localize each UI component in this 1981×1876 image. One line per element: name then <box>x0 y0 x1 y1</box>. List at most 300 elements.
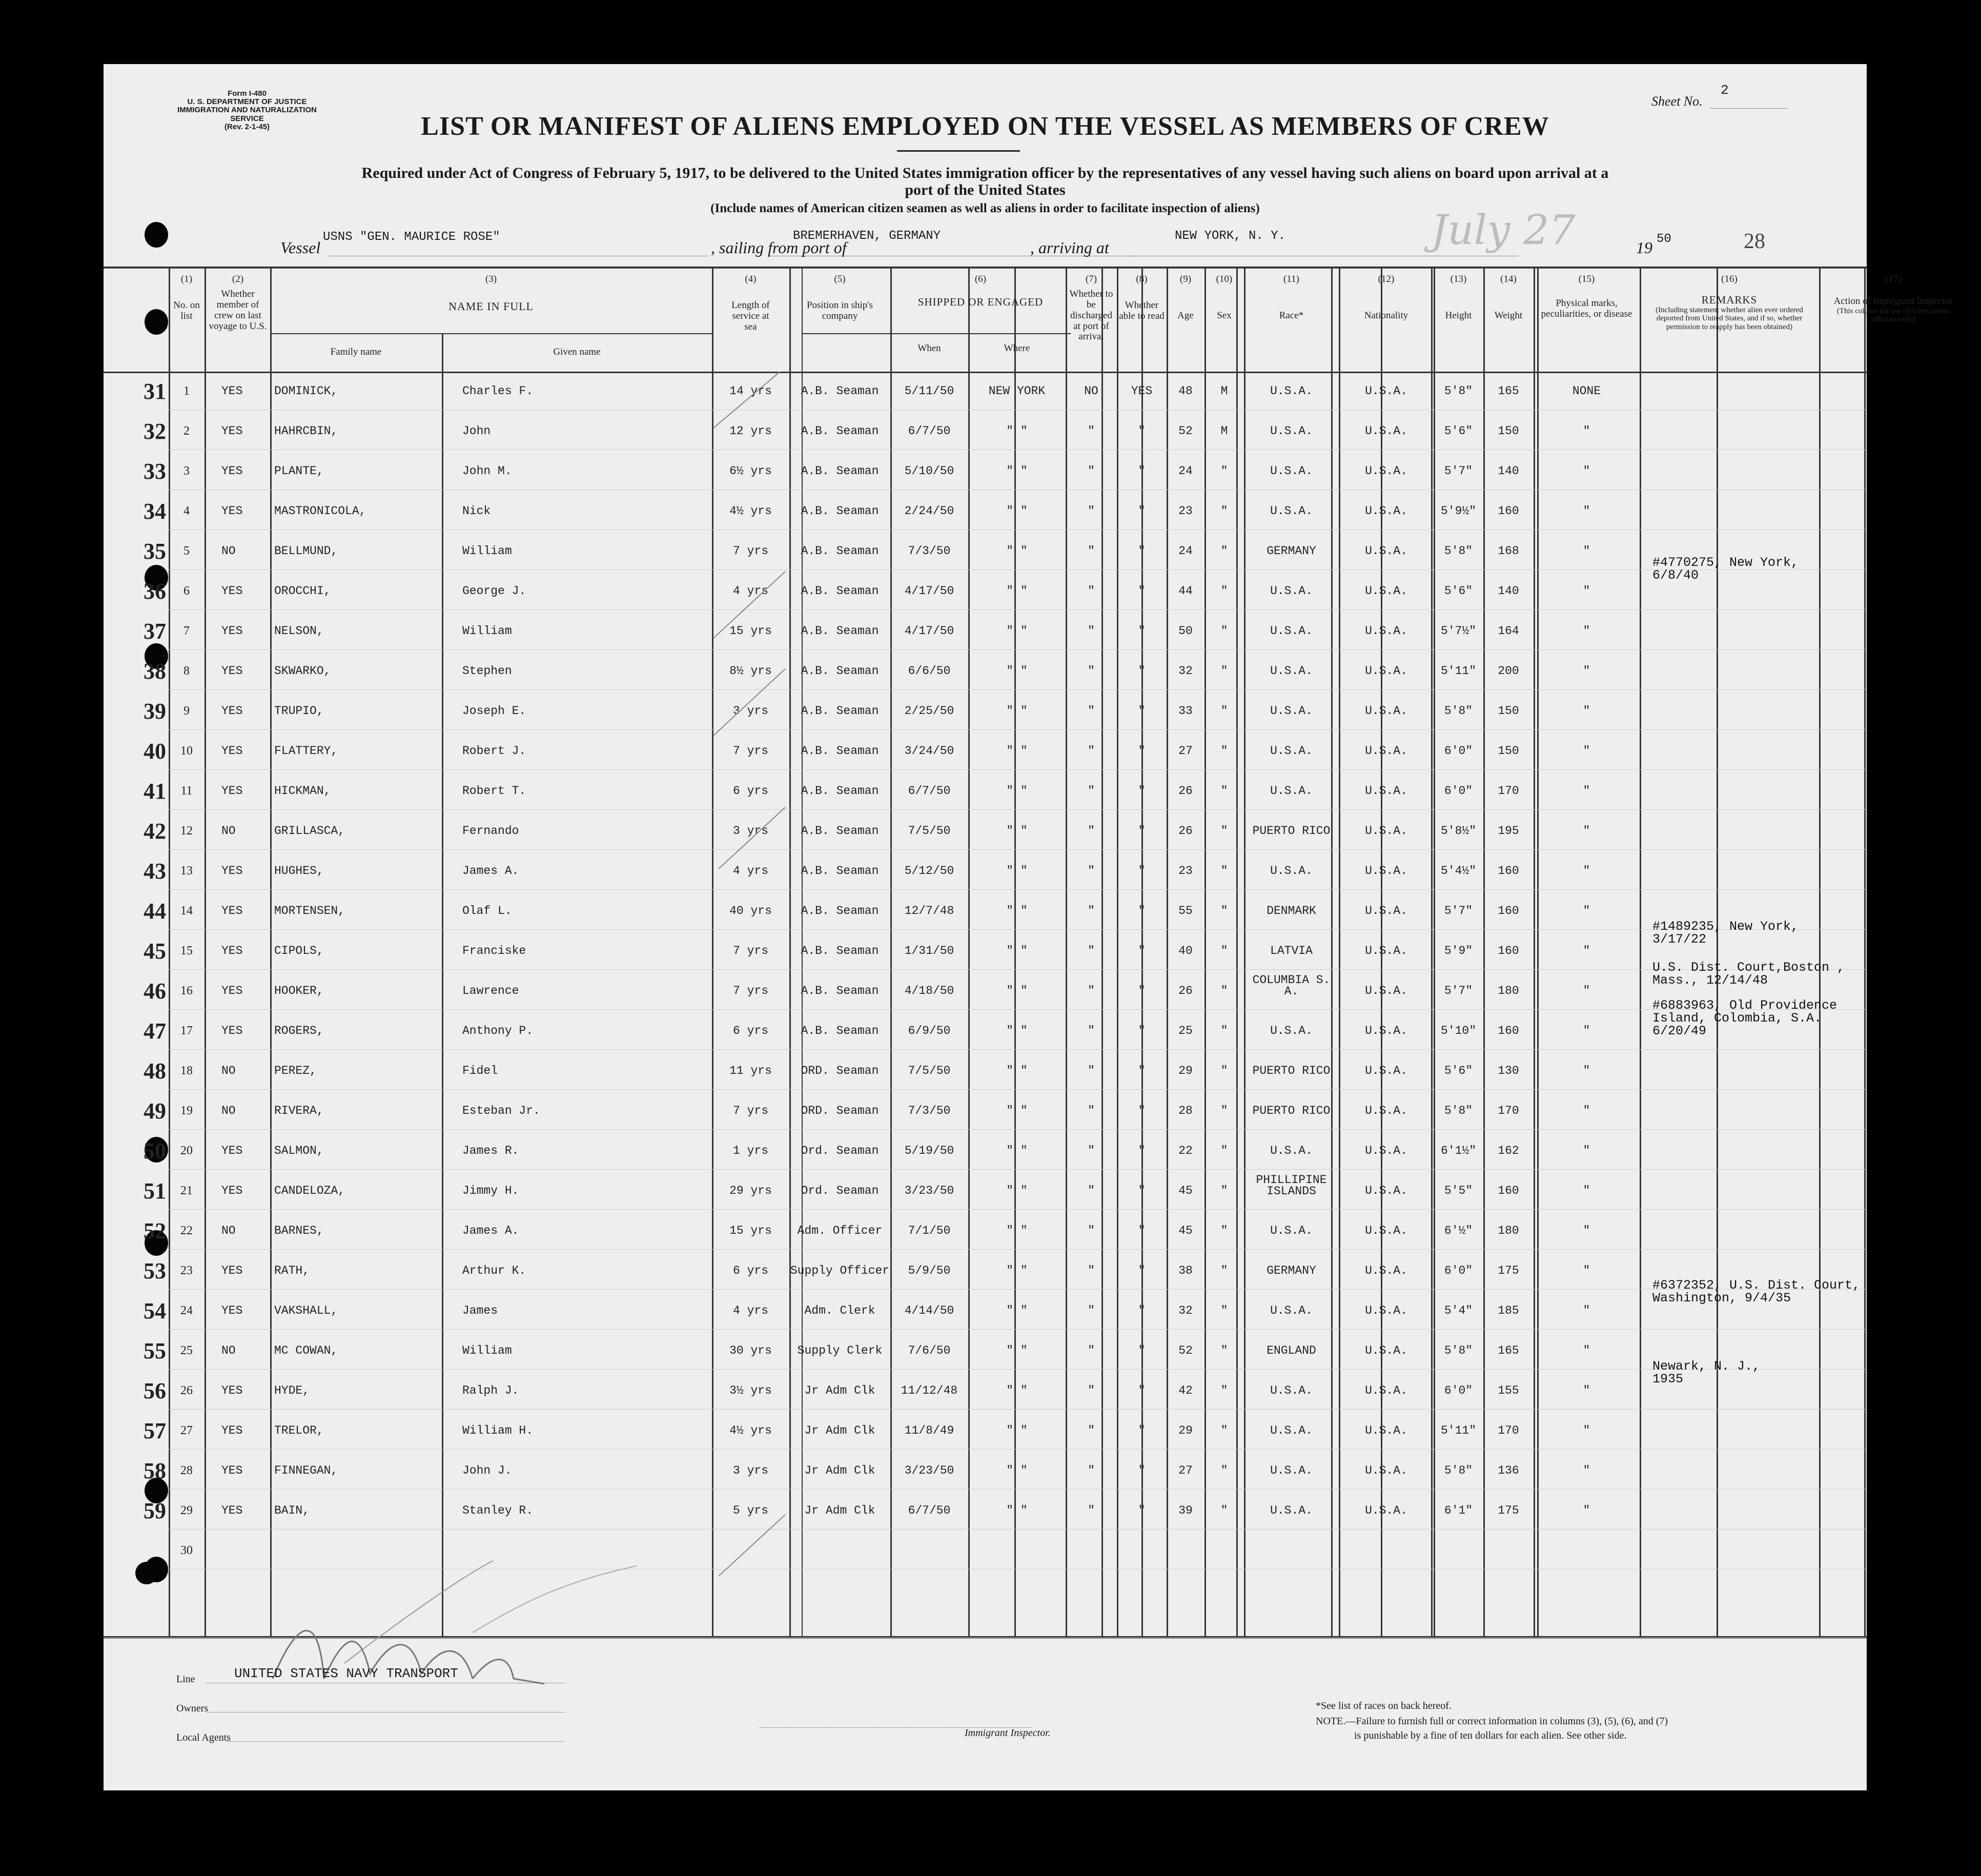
cell-seq: 52 <box>144 1218 166 1243</box>
cell-given: Stanley R. <box>462 1504 534 1517</box>
col17-label: Action of Immigrant Inspector <box>1833 295 1953 307</box>
cell-height: 5'7" <box>1444 904 1473 917</box>
cell-no: 18 <box>180 1064 193 1077</box>
cell-nationality: U.S.A. <box>1365 424 1407 438</box>
cell-position: A.B. Seaman <box>801 464 879 478</box>
col3-given-header: Given name <box>553 346 601 357</box>
cell-nationality: U.S.A. <box>1365 1104 1407 1117</box>
cell-voyage <box>206 1540 247 1580</box>
cell-where: " " <box>1006 1304 1028 1317</box>
cell-position: A.B. Seaman <box>801 624 879 638</box>
cell-seq: 35 <box>144 539 166 564</box>
cell-given: Jimmy H. <box>462 1184 519 1197</box>
punch-hole <box>145 309 168 335</box>
cell-when: 12/7/48 <box>904 904 954 917</box>
cell-where: " " <box>1006 944 1028 957</box>
cell-race: U.S.A. <box>1270 424 1313 438</box>
cell-seq: 58 <box>144 1458 166 1483</box>
cell-where: " " <box>1006 1024 1028 1037</box>
cell-sex: " <box>1220 1464 1228 1477</box>
cell-when: 7/1/50 <box>908 1224 951 1237</box>
cell-age: 23 <box>1178 504 1193 518</box>
cell-service: 4½ yrs <box>729 1424 772 1437</box>
cell-seq: 36 <box>144 579 166 604</box>
cell-age: 28 <box>1178 1104 1193 1117</box>
cell-nationality: U.S.A. <box>1365 1504 1407 1517</box>
arriving-label: , arriving at <box>1030 238 1109 257</box>
cell-weight: 160 <box>1498 864 1519 878</box>
cell-service: 12 yrs <box>729 424 772 438</box>
cell-where: " " <box>1006 424 1028 438</box>
cell-position: A.B. Seaman <box>801 744 879 758</box>
cell-height: 6'0" <box>1444 1264 1473 1277</box>
cell-no: 24 <box>180 1304 193 1317</box>
cell-no: 12 <box>180 824 193 838</box>
cell-family: FLATTERY, <box>274 744 338 758</box>
cell-read: " <box>1138 744 1146 758</box>
col2-number: (2) <box>232 274 244 284</box>
cell-voyage: YES <box>221 384 243 398</box>
col15-label: Physical marks, peculiarities, or disease <box>1541 297 1632 319</box>
penalty-note-line2: is punishable by a fine of ten dollars for each alien. See other side. <box>1354 1730 1627 1741</box>
cell-marks: NONE <box>1572 384 1601 398</box>
cell-position: A.B. Seaman <box>801 424 879 438</box>
cell-race: U.S.A. <box>1270 744 1313 758</box>
col13-label: Height <box>1445 310 1472 321</box>
cell-marks: " <box>1583 544 1590 558</box>
cell-weight: 180 <box>1498 984 1519 997</box>
cell-discharge: " <box>1088 1144 1095 1157</box>
table-row <box>104 492 1867 532</box>
cell-service: 3 yrs <box>732 704 768 718</box>
cell-race: U.S.A. <box>1270 1384 1313 1397</box>
cell-marks: " <box>1583 1344 1590 1357</box>
table-row <box>104 851 1867 891</box>
col3-family-header: Family name <box>330 346 382 357</box>
table-row <box>104 1171 1867 1211</box>
cell-position: A.B. Seaman <box>801 904 879 917</box>
cell-given: William <box>462 624 512 638</box>
cell-when: 7/3/50 <box>908 544 951 558</box>
cell-height: 5'6" <box>1444 1064 1473 1077</box>
cell-sex: " <box>1220 1424 1228 1437</box>
cell-when: 4/17/50 <box>904 584 954 598</box>
cell-sex: " <box>1220 1024 1228 1037</box>
cell-service: 4½ yrs <box>729 504 772 518</box>
cell-height: 5'7" <box>1444 984 1473 997</box>
cell-when: 7/5/50 <box>908 1064 951 1077</box>
cell-weight: 150 <box>1498 744 1519 758</box>
cell-sex: " <box>1220 824 1228 838</box>
cell-read: " <box>1138 1064 1146 1077</box>
table-row <box>104 1211 1867 1251</box>
cell-given: Robert T. <box>462 784 526 798</box>
cell-service: 6½ yrs <box>729 464 772 478</box>
cell-discharge: " <box>1088 424 1095 438</box>
cell-voyage: YES <box>221 1384 243 1397</box>
cell-weight: 160 <box>1498 504 1519 518</box>
service-name: IMMIGRATION AND NATURALIZATION SERVICE <box>177 106 317 123</box>
cell-given: Fernando <box>462 824 519 838</box>
cell-sex: " <box>1220 984 1228 997</box>
cell-voyage: YES <box>221 1464 243 1477</box>
cell-age: 44 <box>1178 584 1193 598</box>
cell-weight: 140 <box>1498 464 1519 478</box>
cell-family: MORTENSEN, <box>274 904 345 917</box>
cell-where: " " <box>1006 864 1028 878</box>
cell-age: 29 <box>1178 1424 1193 1437</box>
cell-family: VAKSHALL, <box>274 1304 338 1317</box>
cell-seq: 54 <box>144 1298 166 1323</box>
remark-row5: #4770275, New York, 6/8/40 <box>1652 555 1799 583</box>
cell-marks: " <box>1583 904 1590 917</box>
cell-nationality: U.S.A. <box>1365 824 1407 838</box>
cell-family: HUGHES, <box>274 864 324 878</box>
cell-age: 48 <box>1178 384 1193 398</box>
cell-given: James <box>462 1304 498 1317</box>
cell-marks: " <box>1583 1464 1590 1477</box>
cell-no: 26 <box>180 1384 193 1397</box>
cell-discharge: " <box>1088 704 1095 718</box>
col9-number: (9) <box>1179 274 1192 284</box>
cell-discharge: " <box>1088 944 1095 957</box>
cell-marks: " <box>1583 984 1590 997</box>
cell-given: Arthur K. <box>462 1264 526 1277</box>
cell-given: Olaf L. <box>462 904 512 917</box>
form-number: Form I-480 <box>228 89 267 98</box>
cell-sex: " <box>1220 664 1228 678</box>
cell-position: Adm. Clerk <box>804 1304 875 1317</box>
cell-read: " <box>1138 1464 1146 1477</box>
cell-age: 33 <box>1178 704 1193 718</box>
cell-when: 5/19/50 <box>904 1144 954 1157</box>
remark-row23: #6372352, U.S. Dist. Court, Washington, 9/4/35 <box>1652 1278 1861 1306</box>
cell-discharge: " <box>1088 744 1095 758</box>
cell-age: 22 <box>1178 1144 1193 1157</box>
cell-seq: 49 <box>144 1098 166 1124</box>
cell-service <box>712 1540 789 1580</box>
col12-number: (12) <box>1378 274 1395 284</box>
cell-when: 4/18/50 <box>904 984 954 997</box>
cell-read: " <box>1138 1424 1146 1437</box>
cell-discharge: " <box>1088 1024 1095 1037</box>
cell-given <box>442 1540 712 1580</box>
cell-race: LATVIA <box>1270 944 1313 957</box>
cell-no: 19 <box>180 1104 193 1117</box>
cell-race: U.S.A. <box>1270 704 1313 718</box>
cell-discharge: " <box>1088 1344 1095 1357</box>
cell-nationality: U.S.A. <box>1365 384 1407 398</box>
cell-family: MASTRONICOLA, <box>274 504 366 518</box>
cell-weight <box>1483 1540 1534 1580</box>
cell-position: Jr Adm Clk <box>804 1384 875 1397</box>
cell-family: BAIN, <box>274 1504 310 1517</box>
note-label: NOTE. <box>1316 1716 1346 1727</box>
cell-where: " " <box>1006 584 1028 598</box>
cell-no: 1 <box>183 384 190 398</box>
cell-seq <box>104 1531 170 1571</box>
table-row <box>104 1251 1867 1291</box>
cell-where: " " <box>1006 1064 1028 1077</box>
cell-discharge: " <box>1088 1224 1095 1237</box>
cell-sex <box>1204 1540 1244 1580</box>
cell-where: " " <box>1006 544 1028 558</box>
cell-service: 5 yrs <box>732 1504 768 1517</box>
cell-discharge: " <box>1088 544 1095 558</box>
cell-read: " <box>1138 464 1146 478</box>
cell-discharge: " <box>1088 464 1095 478</box>
cell-marks: " <box>1583 1504 1590 1517</box>
cell-read: " <box>1138 624 1146 638</box>
cell-family: MC COWAN, <box>274 1344 338 1357</box>
cell-given: Lawrence <box>462 984 519 997</box>
cell-where: " " <box>1006 784 1028 798</box>
note-text: —Failure to furnish full or correct information in columns (3), (5), (6), and (7) <box>1345 1716 1668 1727</box>
cell-read: " <box>1138 1024 1146 1037</box>
cell-marks: " <box>1583 1224 1590 1237</box>
cell-when: 7/5/50 <box>908 824 951 838</box>
cell-discharge: " <box>1088 1424 1095 1437</box>
cell-read: " <box>1138 1224 1146 1237</box>
cell-weight: 155 <box>1498 1384 1519 1397</box>
cell-voyage: YES <box>221 1024 243 1037</box>
cell-nationality: U.S.A. <box>1365 624 1407 638</box>
table-row <box>104 1371 1867 1411</box>
cell-position: Ord. Seaman <box>801 1184 879 1197</box>
cell-marks: " <box>1583 664 1590 678</box>
year-suffix: 50 <box>1657 232 1671 246</box>
cell-where: " " <box>1006 1504 1028 1517</box>
cell-marks: " <box>1583 504 1590 518</box>
cell-voyage: YES <box>221 864 243 878</box>
col5-number-label: (5) <box>834 274 846 284</box>
table-row <box>104 611 1867 651</box>
cell-nationality: U.S.A. <box>1365 704 1407 718</box>
col4-number: (4) <box>745 274 757 284</box>
table-row <box>104 971 1867 1011</box>
cell-age: 32 <box>1178 1304 1193 1317</box>
table-row <box>104 372 1867 412</box>
cell-seq: 43 <box>144 859 166 884</box>
cell-service: 4 yrs <box>732 584 768 598</box>
col6-number: (6) <box>974 274 987 284</box>
table-row <box>104 1131 1867 1171</box>
cell-voyage: YES <box>221 1264 243 1277</box>
cell-marks: " <box>1583 944 1590 957</box>
cell-read: " <box>1138 1184 1146 1197</box>
cell-discharge: " <box>1088 784 1095 798</box>
cell-service: 7 yrs <box>732 544 768 558</box>
cell-read: " <box>1138 784 1146 798</box>
cell-given: William <box>462 544 512 558</box>
cell-nationality: U.S.A. <box>1365 1344 1407 1357</box>
cell-weight: 170 <box>1498 784 1519 798</box>
cell-age: 26 <box>1178 984 1193 997</box>
cell-read: " <box>1138 984 1146 997</box>
cell-service: 7 yrs <box>732 1104 768 1117</box>
cell-voyage: YES <box>221 1184 243 1197</box>
cell-seq: 50 <box>144 1138 166 1164</box>
cell-discharge: " <box>1088 1304 1095 1317</box>
cell-read <box>1117 1540 1167 1580</box>
cell-no: 28 <box>180 1464 193 1477</box>
cell-position: A.B. Seaman <box>801 704 879 718</box>
cell-discharge: " <box>1088 904 1095 917</box>
cell-marks: " <box>1583 1144 1590 1157</box>
cell-race: COLUMBIA S. A. <box>1252 974 1331 998</box>
cell-voyage: NO <box>221 1224 236 1237</box>
line-label: Line <box>176 1674 195 1685</box>
cell-when: 5/9/50 <box>908 1264 951 1277</box>
cell-height: 5'8½" <box>1440 824 1476 838</box>
cell-nationality: U.S.A. <box>1365 584 1407 598</box>
cell-race <box>1244 1540 1339 1580</box>
cell-age: 42 <box>1178 1384 1193 1397</box>
cell-no: 22 <box>180 1224 193 1237</box>
cell-height: 5'8" <box>1444 384 1473 398</box>
cell-discharge: " <box>1088 1504 1095 1517</box>
cell-where: " " <box>1006 1224 1028 1237</box>
cell-race: U.S.A. <box>1270 1024 1313 1037</box>
cell-race: U.S.A. <box>1270 1504 1313 1517</box>
cell-voyage: YES <box>221 904 243 917</box>
cell-seq: 51 <box>144 1178 166 1204</box>
cell-voyage: YES <box>221 744 243 758</box>
col6-where-header: Where <box>1004 343 1030 354</box>
cell-when: 6/6/50 <box>908 664 951 678</box>
cell-nationality: U.S.A. <box>1365 784 1407 798</box>
cell-read: YES <box>1131 384 1153 398</box>
cell-sex: " <box>1220 864 1228 878</box>
cell-race: ENGLAND <box>1267 1344 1316 1357</box>
cell-height: 5'8" <box>1444 704 1473 718</box>
cell-given: Charles F. <box>462 384 534 398</box>
cell-read: " <box>1138 904 1146 917</box>
cell-discharge: " <box>1088 864 1095 878</box>
cell-read: " <box>1138 1264 1146 1277</box>
cell-weight: 185 <box>1498 1304 1519 1317</box>
cell-no: 3 <box>183 464 190 478</box>
cell-age: 27 <box>1178 744 1193 758</box>
cell-voyage: YES <box>221 464 243 478</box>
cell-race: U.S.A. <box>1270 1464 1313 1477</box>
cell-nationality: U.S.A. <box>1365 1144 1407 1157</box>
cell-no: 16 <box>180 984 193 997</box>
cell-discharge: " <box>1088 984 1095 997</box>
cell-marks: " <box>1583 624 1590 638</box>
col15-number: (15) <box>1578 274 1595 284</box>
cell-discharge: " <box>1088 1464 1095 1477</box>
cell-service: 7 yrs <box>732 984 768 997</box>
cell-weight: 160 <box>1498 904 1519 917</box>
sheet-value: 2 <box>1721 83 1729 98</box>
cell-service: 14 yrs <box>729 384 772 398</box>
table-row <box>104 651 1867 691</box>
cell-sex: " <box>1220 624 1228 638</box>
cell-read: " <box>1138 584 1146 598</box>
cell-position: A.B. Seaman <box>801 664 879 678</box>
col6-when-header: When <box>917 343 941 354</box>
cell-family: GRILLASCA, <box>274 824 345 838</box>
cell-weight: 136 <box>1498 1464 1519 1477</box>
cell-marks: " <box>1583 1104 1590 1117</box>
cell-no: 8 <box>183 664 190 678</box>
cell-family: SKWARKO, <box>274 664 331 678</box>
cell-read: " <box>1138 1344 1146 1357</box>
cell-seq: 59 <box>144 1498 166 1523</box>
cell-service: 15 yrs <box>729 624 772 638</box>
cell-discharge: " <box>1088 664 1095 678</box>
cell-seq: 41 <box>144 779 166 804</box>
cell-read: " <box>1138 1384 1146 1397</box>
cell-no: 6 <box>183 584 190 598</box>
cell-marks: " <box>1583 1024 1590 1037</box>
table-row <box>104 1051 1867 1091</box>
cell-where: " " <box>1006 1464 1028 1477</box>
cell-given: Joseph E. <box>462 704 526 718</box>
cell-weight: 195 <box>1498 824 1519 838</box>
col5-label: Position in ship's company <box>806 299 873 321</box>
cell-age: 55 <box>1178 904 1193 917</box>
cell-height: 6'0" <box>1444 784 1473 798</box>
cell-race: U.S.A. <box>1270 1224 1313 1237</box>
col8-number: (8) <box>1136 274 1148 284</box>
table-row <box>104 931 1867 971</box>
table-row <box>104 532 1867 572</box>
col10-label: Sex <box>1217 310 1232 321</box>
cell-age: 24 <box>1178 544 1193 558</box>
cell-no: 11 <box>180 784 193 798</box>
cell-race: PHILLIPINE ISLANDS <box>1256 1174 1327 1198</box>
cell-nationality: U.S.A. <box>1365 1464 1407 1477</box>
races-note: *See list of races on back hereof. <box>1316 1700 1452 1711</box>
cell-seq: 44 <box>144 899 166 924</box>
cell-when: 6/9/50 <box>908 1024 951 1037</box>
cell-when: 2/25/50 <box>904 704 954 718</box>
cell-nationality: U.S.A. <box>1365 464 1407 478</box>
table-row <box>104 1531 1867 1571</box>
cell-family: NELSON, <box>274 624 324 638</box>
col16-number: (16) <box>1721 274 1738 284</box>
cell-nationality: U.S.A. <box>1365 944 1407 957</box>
cell-weight: 160 <box>1498 944 1519 957</box>
cell-marks: " <box>1583 1384 1590 1397</box>
cell-nationality: U.S.A. <box>1365 1304 1407 1317</box>
cell-sex: " <box>1220 904 1228 917</box>
cell-no: 30 <box>180 1544 193 1557</box>
cell-where: " " <box>1006 984 1028 997</box>
cell-read: " <box>1138 864 1146 878</box>
cell-given: Nick <box>462 504 491 518</box>
cell-family: PEREZ, <box>274 1064 317 1077</box>
cell-discharge: " <box>1088 1184 1095 1197</box>
table-row <box>104 731 1867 771</box>
cell-sex: " <box>1220 944 1228 957</box>
cell-weight: 140 <box>1498 584 1519 598</box>
cell-no: 9 <box>183 704 190 718</box>
cell-given: William <box>462 1344 512 1357</box>
cell-sex: " <box>1220 1344 1228 1357</box>
cell-family: PLANTE, <box>274 464 324 478</box>
cell-position: Ord. Seaman <box>801 1144 879 1157</box>
cell-read: " <box>1138 1304 1146 1317</box>
cell-no: 17 <box>180 1024 193 1037</box>
cell-height: 5'4" <box>1444 1304 1473 1317</box>
cell-given: Fidel <box>462 1064 498 1077</box>
cell-race: U.S.A. <box>1270 864 1313 878</box>
cell-where: " " <box>1006 1424 1028 1437</box>
cell-age: 45 <box>1178 1224 1193 1237</box>
